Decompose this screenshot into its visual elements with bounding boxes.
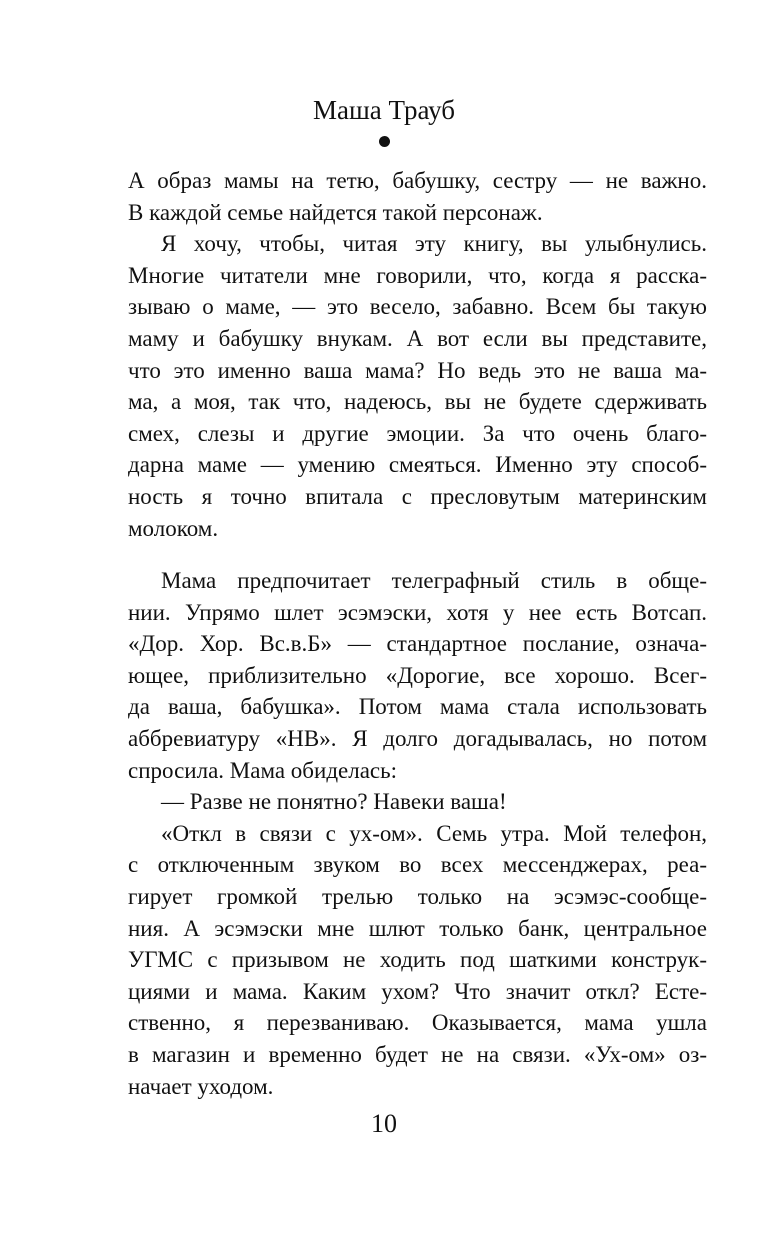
- text-block-telegraph-style: [128, 565, 707, 1102]
- text-line: маму и бабушку внукам. А вот если вы представите,: [128, 325, 707, 351]
- paragraph: [128, 565, 707, 786]
- text-line: зываю о маме, — это весело, забавно. Всем бы такую: [128, 294, 707, 320]
- text-line: — Разве не понятно? Навеки ваша!: [161, 789, 507, 815]
- running-header-author: Маша Трауб: [313, 95, 455, 125]
- text-line: начает уходом.: [128, 1073, 274, 1099]
- text-line: гирует громкой трелью только на эсэмэс-сообще-: [128, 883, 707, 909]
- text-line: ность я точно впитала с пресловутым материнским: [128, 483, 707, 509]
- text-line: Мама предпочитает телеграфный стиль в обще-: [161, 568, 707, 593]
- paragraph: [128, 818, 707, 1102]
- text-line: с отключенным звуком во всех мессенджерах, реа-: [128, 852, 707, 878]
- text-line: нии. Упрямо шлет эсэмэски, хотя у нее есть Вотсап.: [128, 599, 707, 625]
- paragraph: [128, 165, 707, 228]
- text-line: спросила. Мама обиделась:: [128, 757, 398, 783]
- header-bullet-ornament: [379, 136, 390, 147]
- text-line: Я хочу, чтобы, читая эту книгу, вы улыбнулись.: [161, 231, 707, 257]
- text-line: «Откл в связи с ух-ом». Семь утра. Мой телефон,: [161, 820, 707, 846]
- page-number: 10: [371, 1109, 397, 1138]
- text-line: «Дор. Хор. Вс.в.Б» — стандартное послание, означа-: [128, 631, 707, 657]
- text-line: молоком.: [128, 515, 219, 541]
- text-line: аббревиатуру «НВ». Я долго догадывалась, но потом: [128, 725, 707, 751]
- text-line: Многие читатели мне говорили, что, когда я расска-: [128, 262, 707, 288]
- text-line: да ваша, бабушка». Потом мама стала использовать: [128, 694, 707, 720]
- text-line: смех, слезы и другие эмоции. За что очень благо-: [128, 420, 707, 446]
- text-line: ющее, приблизительно «Дорогие, все хорошо. Всег-: [128, 662, 707, 688]
- paragraph: [128, 786, 707, 818]
- text-line: ния. А эсэмэски мне шлют только банк, центральное: [128, 915, 707, 941]
- text-line: ма, а моя, так что, надеюсь, вы не будете сдерживать: [128, 389, 707, 415]
- text-line: дарна маме — умению смеяться. Именно эту способ-: [128, 452, 707, 478]
- text-block-intro: [128, 165, 707, 544]
- text-line: что это именно ваша мама? Но ведь это не ваша ма-: [128, 357, 707, 383]
- text-line: А образ мамы на тетю, бабушку, сестру — не важно.: [128, 168, 707, 193]
- text-line: В каждой семье найдется такой персонаж.: [128, 199, 543, 225]
- paragraph: [128, 228, 707, 544]
- text-line: ственно, я перезваниваю. Оказывается, мама ушла: [128, 1010, 707, 1036]
- text-line: циями и мама. Каким ухом? Что значит откл? Есте-: [128, 978, 707, 1004]
- text-line: УГМС с призывом не ходить под шаткими конструк-: [128, 947, 707, 973]
- text-line: в магазин и временно будет не на связи. «Ух-ом» оз-: [128, 1041, 707, 1067]
